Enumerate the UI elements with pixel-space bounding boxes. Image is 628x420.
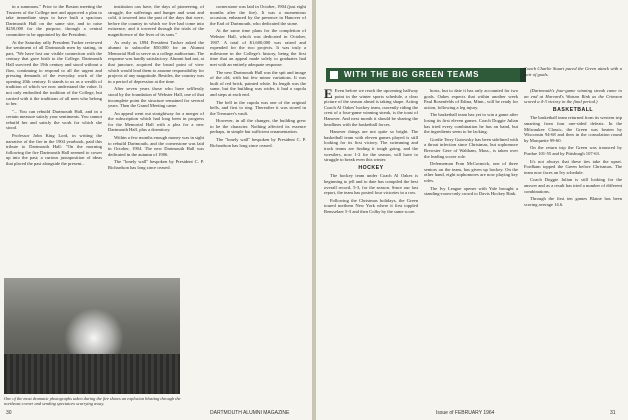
left-column-3	[210, 4, 306, 408]
paragraph: On the return trip the Green was trounced by Purdue 101-55 and by Pittsburgh 107-63.	[524, 145, 622, 156]
basketball-heading: BASKETBALL	[552, 106, 594, 113]
paragraph: "... You can rebuild Dartmouth Hall, and in a certain measure satisfy your sentiments. You cannot rebuild her and satisfy the work for which she stood.	[6, 108, 102, 131]
paragraph: The basketball team has yet to win a game after losing its first eleven games. Coach Doggie Julian has tried every combination he has on hand, but the ingredients seem to be lacking.	[424, 112, 518, 135]
right-column-2	[424, 88, 518, 406]
italic-note: (Dartmouth's four-game winning streak came to an end at Harvard's Watson Rink as the Crimson scored a 4-3 victory in the final period.)	[524, 88, 622, 105]
photo-caption: One of the most dramatic photographs taken during the fire shows an explosion blasting through the northeast corner and sending spectators scurrying away.	[4, 396, 181, 407]
hockey-heading: HOCKEY	[358, 164, 384, 171]
right-column-1	[324, 88, 418, 406]
right-page	[316, 0, 628, 420]
drop-cap: E	[324, 88, 333, 101]
paragraph: Hanover things are not quite so bright. The basketball team with eleven games played is still looking for its first victory. The swimming and track teams are finding it tough going, and the wrestlers, now 1-2 for the season, will have to struggle to break even this winter.	[324, 129, 418, 163]
paragraph: in a summons." Prior to the Boston meeting the Trustees of the College met and approved a plan to take immediate steps to have built a spacious Dartmouth Hall on the same site, and to raise $250,000 for the purpose, through a central committee to be appointed by the President.	[6, 4, 102, 37]
paragraph: Following the Christmas holidays, the Green toured northern New York where it first toppled Rensselaer 5-3 and then Colby by the same score.	[324, 197, 418, 214]
paragraph: Coach Doggie Julian is still looking for the answer and as a result has tried a number of different combinations.	[524, 177, 622, 194]
paragraph: hosts, but to date it has only accounted for two goals. Oakes expects that within another week Paul Rosenfelds of Edina, Minn., will be ready for action, following a leg injury.	[424, 88, 518, 110]
paragraph: At the Saturday rally President Tucker reviewed the sentiment of all Dartmouth men by stating, in part, "We have lost our visible connection with the century that gave birth to the College. Dartmouth Hall survived the 19th century and stood without a flaw, continuing to respond to all the urgent and pressing demands of the everyday work of the opening 20th century. It stands to us as a wealth of tradition of which we now understand the value. It not only embodied the tradition of the College, but carried with it the traditions of all men who belong to her.	[6, 39, 102, 107]
paragraph: At the same time plans for the completion of Webster Hall, which was dedicated in October, 1907. A total of $1,600,000 was raised and expended for the two projects. It was truly a milestone in the College's history, being the first time that an appeal made solely to graduates had met with an entirely adequate response.	[210, 28, 306, 67]
page-number: 30	[6, 410, 12, 416]
paragraph: The new Dartmouth Hall was the spit and image of the old, with but few minor variations. It was built of red brick, painted white. Its length was the same, but the building was wider, it had a cupola and steps at each end.	[210, 69, 306, 97]
paragraph: Defenseman Fran McCormick, one of three seniors on the team, has given up hockey. On the other hand, eight sophomores are now playing key roles.	[424, 161, 518, 183]
paragraph: The "lonely wall" bespoken by President C. P. Richardson has long since ceased.	[108, 159, 204, 171]
paragraph: However, in all the changes, the building grew to be the character. Nothing affected its essence perhaps, in simple but sufficient ornamentation.	[210, 118, 306, 135]
banner-square-icon	[330, 71, 338, 79]
page-number: 31	[610, 410, 616, 416]
paragraph: Professor John King Lord, in writing the narrative of the fire in the 1904 yearbook, paid this tribute to Dartmouth Hall: "On the morning following the fire Dartmouth Hall seemed to cower up into the past; a curious juxtaposition of ideas that placed the past alongside the present...	[6, 133, 102, 167]
paragraph: Gordie Terry Gutowsky has been sidelined with a throat infection since Christmas, but sophomore Brewster Gere of Waltham, Mass., is taken over the leading scorer role.	[424, 136, 518, 159]
paragraph: After seven years those who have selflessly stood by the foundation of Webster Hall, one of that incomplete point the structure remained for several years. Then the Grand Meeting came.	[108, 86, 204, 109]
running-footer: Issue of FEBRUARY 1964	[436, 410, 495, 416]
paragraph: The hockey team under Coach Al Oakes is beginning to jell and to date has compiled the best overall record, 5-3, for the season. Since our last report, the team has posted four victories in a row.	[324, 173, 418, 196]
left-column-1	[6, 4, 102, 274]
paragraph: The Ivy League opener with Yale brought a standing-room-only crowd to Davis Hockey Rink.	[424, 185, 518, 197]
paragraph: As early as 1894 President Tucker asked the alumni to subscribe $50,000 for an Alumni Memorial Hall to serve as a college auditorium. The response was hardly satisfactory. Alumni had not, at that juncture, acquired the broad point of view which would lead them to assume responsibility for projects of any magnitude. Besides, the country was in a period of depression at the time.	[108, 39, 204, 84]
paragraph: Within a few months enough money was in sight to rebuild Dartmouth, and the cornerstone was laid in October, 1904. The new Dartmouth Hall was dedicated in the autumn of 1906.	[108, 135, 204, 157]
paragraph: The bell in the cupola was one of the original bells, and first to ring. Thereafter it was stored in the Treasurer's vault.	[210, 99, 306, 116]
running-footer: DARTMOUTH ALUMNI MAGAZINE	[210, 410, 290, 416]
paragraph: The basketball team returned from its western trip smarting from four one-sided defeats. In the Milwaukee Classic, the Green was beaten by Wisconsin 94-68 and then in the consolation round by Marquette 99-60.	[524, 115, 622, 143]
right-column-3	[524, 88, 622, 406]
lead-paragraph: Even before we reach the upcoming halfway point in the winter sports schedule, a clear picture of the season ahead is taking shape. Acting Coach Al Oakes' hockey team, currently riding the crest of a four-game winning streak, is the toast of Hanover. And next month it should be sharing the headlines with the basketball forces.	[324, 88, 418, 127]
paragraph: It's not always that these ties take the upset. Fordham topped the Green before Christmas. The team now faces an Ivy schedule.	[524, 158, 622, 175]
section-banner	[326, 68, 526, 82]
pull-quote: Coach Charlie Stuart paced the Green attack with a pair of goals.	[524, 66, 622, 77]
paragraph: Through the first ten games Blaine has been scoring average 14.6.	[524, 196, 622, 207]
paragraph	[324, 88, 418, 127]
fire-photo	[4, 278, 180, 394]
paragraph: The "lonely wall" bespoken by President C. P. Richardson has long since ceased.	[210, 137, 306, 148]
paragraph: An appeal went out straightway for a merger of the subscription which had long been in progress for the Memorial Hall with a plea for a new Dartmouth Hall, plus a dormitory.	[108, 110, 204, 133]
spectator-crowd	[4, 354, 180, 394]
left-page	[0, 0, 312, 420]
banner-title: WITH THE BIG GREEN TEAMS	[344, 70, 480, 79]
paragraph: cornerstone was laid in October, 1904 (just eight months after the fire). It was a momentous occasion, enhanced by the presence in Hanover of the Earl of Dartmouth, who dedicated the stone.	[210, 4, 306, 26]
paragraph: institution can have, the days of pioneering, of struggle, the sufferings and hunger and want and cold, it towered into the past of the days that were, before the country in which we live had come into existence, and it towered through the trials of the magnificence of the lives of its sons."	[108, 4, 204, 37]
